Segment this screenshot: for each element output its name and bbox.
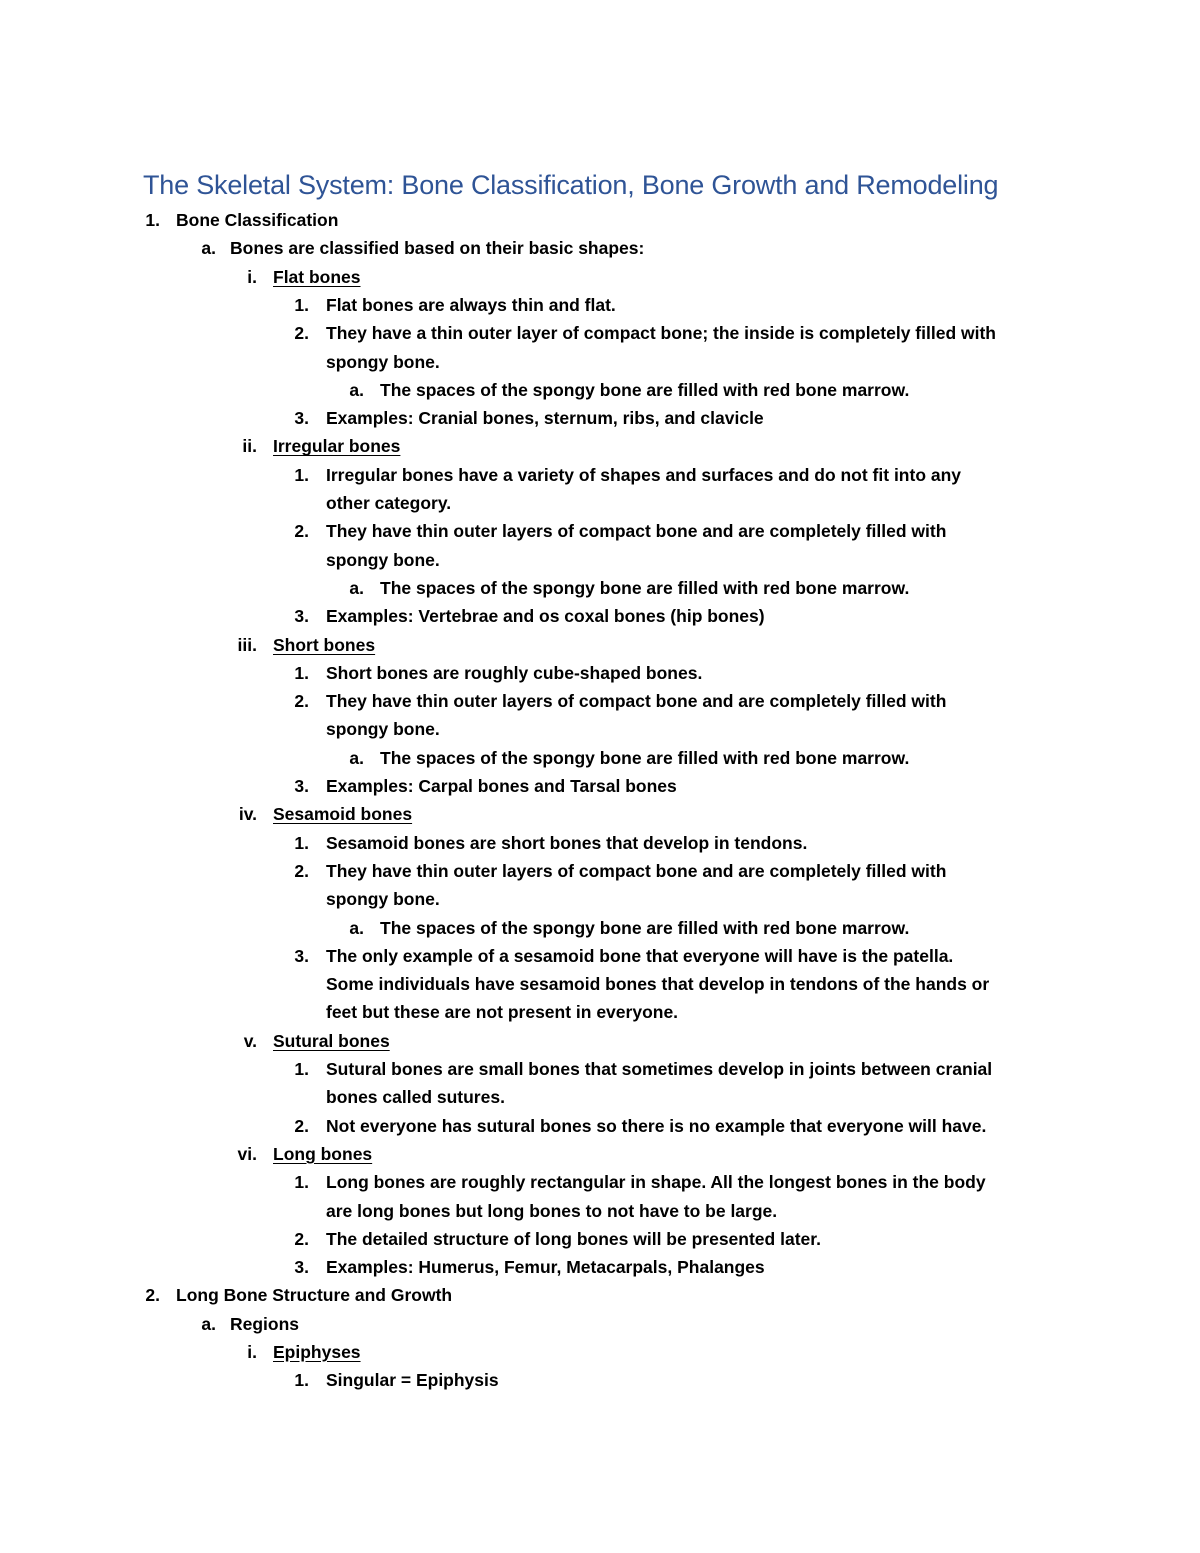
list-marker: 1. xyxy=(294,294,309,315)
list-text: Bone Classification xyxy=(176,210,339,230)
list-text: Examples: Carpal bones and Tarsal bones xyxy=(326,776,677,796)
list-text: Examples: Vertebrae and os coxal bones (hip bones) xyxy=(326,606,765,627)
list-text: The only example of a sesamoid bone that everyone will have is the patella. xyxy=(326,945,954,966)
list-text: The detailed structure of long bones will be presented later. xyxy=(326,1228,821,1249)
list-text: Irregular bones have a variety of shapes and surfaces and do not fit into any xyxy=(326,464,962,485)
list-marker: 1. xyxy=(145,210,160,230)
list-text: spongy bone. xyxy=(326,719,440,740)
section-heading: Flat bones xyxy=(273,266,361,287)
list-marker: 3. xyxy=(294,945,309,966)
list-marker: 1. xyxy=(294,464,309,485)
list-marker: 1. xyxy=(294,1172,309,1193)
list-marker: v. xyxy=(243,1030,257,1051)
list-text: The spaces of the spongy bone are filled with red bone marrow. xyxy=(380,577,910,598)
list-text: The spaces of the spongy bone are filled with red bone marrow. xyxy=(380,379,910,400)
list-marker: 2. xyxy=(294,860,309,881)
list-marker: 2. xyxy=(294,691,309,712)
list-marker: 1. xyxy=(294,832,309,853)
list-marker: vi. xyxy=(237,1143,257,1164)
section-heading: Long bones xyxy=(273,1143,373,1164)
list-text: Examples: Humerus, Femur, Metacarpals, Phalanges xyxy=(326,1257,765,1278)
list-text: The spaces of the spongy bone are filled with red bone marrow. xyxy=(380,747,910,768)
list-text: Singular = Epiphysis xyxy=(326,1370,499,1391)
document-title: The Skeletal System: Bone Classification, Bone Growth and Remodeling xyxy=(143,170,999,200)
list-text: Long bones are roughly rectangular in shape. All the longest bones in the body xyxy=(326,1172,986,1193)
list-marker: a. xyxy=(349,917,364,938)
list-marker: 1. xyxy=(294,1059,309,1079)
list-marker: a. xyxy=(201,238,216,259)
list-marker: 1. xyxy=(294,1370,309,1391)
list-text: They have thin outer layers of compact bone and are completely filled with xyxy=(326,860,947,881)
list-text: Regions xyxy=(230,1313,300,1334)
list-marker: 2. xyxy=(294,521,309,542)
list-text: Some individuals have sesamoid bones that develop in tendons of the hands or xyxy=(326,974,990,995)
list-text: Bones are classified based on their basic shapes: xyxy=(230,238,645,259)
list-text: other category. xyxy=(326,493,452,513)
list-marker: a. xyxy=(349,379,364,400)
list-marker: a. xyxy=(349,577,364,598)
list-marker: iii. xyxy=(237,634,257,655)
list-text: spongy bone. xyxy=(326,889,440,910)
list-text: Examples: Cranial bones, sternum, ribs, and clavicle xyxy=(326,408,764,429)
section-heading: Short bones xyxy=(273,634,376,655)
list-text: The spaces of the spongy bone are filled with red bone marrow. xyxy=(380,917,910,938)
list-text: Not everyone has sutural bones so there is no example that everyone will have. xyxy=(326,1115,987,1136)
section-heading: Irregular bones xyxy=(273,436,401,457)
list-text: Sutural bones are small bones that sometimes develop in joints between cranial xyxy=(326,1059,993,1079)
list-marker: 3. xyxy=(294,606,309,627)
list-marker: i. xyxy=(247,1342,257,1362)
list-marker: a. xyxy=(201,1313,216,1334)
list-marker: 2. xyxy=(294,1228,309,1249)
list-text: spongy bone. xyxy=(326,549,440,570)
list-marker: 3. xyxy=(294,776,309,796)
list-text: Sesamoid bones are short bones that develop in tendons. xyxy=(326,832,808,853)
list-text: spongy bone. xyxy=(326,351,440,372)
list-text: are long bones but long bones to not have to be large. xyxy=(326,1200,778,1221)
list-text: They have a thin outer layer of compact bone; the inside is completely filled with xyxy=(326,323,996,344)
list-text: feet but these are not present in everyone. xyxy=(326,1002,679,1023)
list-marker: 3. xyxy=(294,408,309,429)
list-text: Flat bones are always thin and flat. xyxy=(326,294,616,315)
list-text: Long Bone Structure and Growth xyxy=(176,1285,453,1306)
list-marker: 2. xyxy=(294,323,309,344)
list-text: bones called sutures. xyxy=(326,1087,505,1108)
section-heading: Epiphyses xyxy=(273,1342,361,1362)
list-marker: 2. xyxy=(145,1285,160,1306)
section-heading: Sutural bones xyxy=(273,1030,390,1051)
list-marker: 1. xyxy=(294,662,309,683)
section-heading: Sesamoid bones xyxy=(273,804,413,825)
list-text: They have thin outer layers of compact bone and are completely filled with xyxy=(326,691,947,712)
list-marker: 3. xyxy=(294,1257,309,1278)
list-text: Short bones are roughly cube-shaped bones. xyxy=(326,662,703,683)
list-marker: ii. xyxy=(242,436,257,457)
list-text: They have thin outer layers of compact bone and are completely filled with xyxy=(326,521,947,542)
list-marker: a. xyxy=(349,747,364,768)
list-marker: i. xyxy=(247,266,257,287)
list-marker: iv. xyxy=(238,804,257,825)
list-marker: 2. xyxy=(294,1115,309,1136)
